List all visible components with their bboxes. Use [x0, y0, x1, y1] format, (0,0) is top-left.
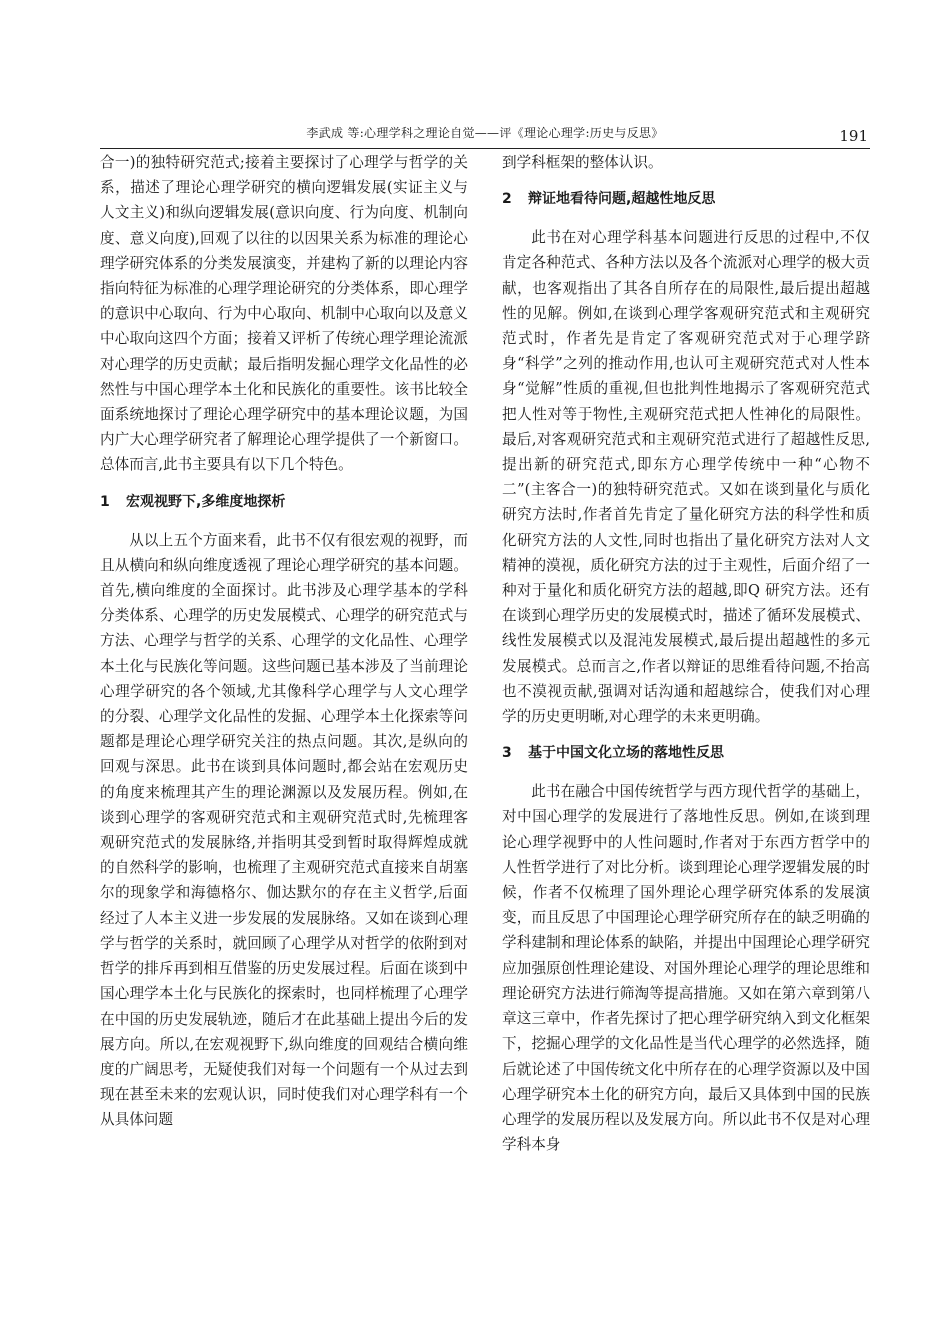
paragraph: 此书在对心理学科基本问题进行反思的过程中,不仅肯定各种范式、各种方法以及各个流派对心理学的极大贡献，也客观指出了其各自所存在的局限性,最后提出超越性的见解。例如,在谈到心理学客观研究范式和主观研究范式时，作者先是肯定了客观研究范式对于心理学跻身“科学”之列的推动作用,也认可主观研究范式对人性本身“觉解”性质的重视,但也批判性地揭示了客观研究范式把人性对等于物性,主观研究范式把人性神化的局限性。最后,对客观研究范式和主观研究范式进行了超越性反思,提出新的研究范式,即东方心理学传统中一种“心物不二”(主客合一)的独特研究范式。又如在谈到量化与质化研究方法时,作者首先肯定了量化研究方法的科学性和质化研究方法的人文性,同时也指出了量化研究方法对人文精神的漠视，质化研究方法的过于主观性，后面介绍了一种对于量化和质化研究方法的超越,即Q 研究方法。还有在谈到心理学历史的发展模式时，描述了循环发展模式、线性发展模式以及混沌发展模式,最后提出超越性的多元发展模式。总而言之,作者以辩证的思维看待问题,不抬高也不漠视贡献,强调对话沟通和超越综合，使我们对心理学的历史更明晰,对心理学的未来更明确。	[502, 229, 870, 726]
section-number: 2	[502, 191, 512, 208]
section-title: 基于中国文化立场的落地性反思	[528, 745, 724, 762]
section-heading-2	[502, 187, 870, 212]
header-rule	[100, 148, 870, 149]
paragraph: 此书在融合中国传统哲学与西方现代哲学的基础上，对中国心理学的发展进行了落地性反思。例如,在谈到理论心理学视野中的人性问题时,作者对于东西方哲学中的人性哲学进行了对比分析。谈到理论心理学逻辑发展的时候，作者不仅梳理了国外理论心理学研究体系的发展演变，而且反思了中国理论心理学研究所存在的缺乏明确的学科建制和理论体系的缺陷，并提出中国理论心理学研究应加强原创性理论建设、对国外理论心理学的理论思维和理论研究方法进行筛淘等提高措施。又如在第六章到第八章这三章中，作者先探讨了把心理学研究纳入到文化框架下，挖掘心理学的文化品性是当代心理学的必然选择，随后就论述了中国传统文化中所存在的心理学资源以及中国心理学研究本土化的研究方向，最后又具体到中国的民族心理学的发展历程以及发展方向。所以此书不仅是对心理学科本身	[502, 783, 870, 1154]
section-number: 1	[100, 493, 110, 510]
section-title: 辩证地看待问题,超越性地反思	[528, 191, 716, 208]
section-heading-1	[100, 490, 468, 515]
right-column	[502, 150, 870, 1157]
section-heading-3	[502, 741, 870, 766]
left-column	[100, 150, 468, 1133]
paragraph: 到学科框架的整体认识。	[502, 154, 663, 171]
page-number: 191	[839, 127, 868, 145]
section-number: 3	[502, 745, 512, 762]
section-title: 宏观视野下,多维度地探析	[126, 493, 286, 510]
paragraph: 合一)的独特研究范式;接着主要探讨了心理学与哲学的关系，描述了理论心理学研究的横向逻辑发展(实证主义与人文主义)和纵向逻辑发展(意识向度、行为向度、机制向度、意义向度),回观了以往的以因果关系为标准的理论心理学研究体系的分类发展演变，并建构了新的以理论内容指向特征为标准的心理学理论研究的分类体系，即心理学的意识中心取向、行为中心取向、机制中心取向以及意义中心取向这四个方面；接着又评析了传统心理学理论流派对心理学的历史贡献；最后指明发掘心理学文化品性的必然性与中国心理学本土化和民族化的重要性。该书比较全面系统地探讨了理论心理学研究中的基本理论议题，为国内广大心理学研究者了解理论心理学提供了一个新窗口。总体而言,此书主要具有以下几个特色。	[100, 154, 468, 474]
paragraph: 从以上五个方面来看，此书不仅有很宏观的视野，而且从横向和纵向维度透视了理论心理学研究的基本问题。首先,横向维度的全面探讨。此书涉及心理学基本的学科分类体系、心理学的历史发展模式、心理学的研究范式与方法、心理学与哲学的关系、心理学的文化品性、心理学本土化与民族化等问题。这些问题已基本涉及了当前理论心理学研究的各个领域,尤其像科学心理学与人文心理学的分裂、心理学文化品性的发掘、心理学本土化探索等问题都是理论心理学研究关注的热点问题。其次,是纵向的回观与深思。此书在谈到具体问题时,都会站在宏观历史的角度来梳理其产生的理论渊源以及发展历程。例如,在谈到心理学的客观研究范式和主观研究范式时,先梳理客观研究范式的发展脉络,并指明其受到暂时取得辉煌成就的自然科学的影响，也梳理了主观研究范式直接来自胡塞尔的现象学和海德格尔、伽达默尔的存在主义哲学,后面经过了人本主义进一步发展的发展脉络。又如在谈到心理学与哲学的关系时，就回顾了心理学从对哲学的依附到对哲学的排斥再到相互借鉴的历史发展过程。后面在谈到中国心理学本土化与民族化的探索时，也同样梳理了心理学在中国的历史发展轨迹，随后才在此基础上提出今后的发展方向。所以,在宏观视野下,纵向维度的回观结合横向维度的广阔思考，无疑使我们对每一个问题有一个从过去到现在甚至未来的宏观认识，同时使我们对心理学科有一个从具体问题	[100, 531, 468, 1129]
running-head: 李武成 等:心理学科之理论自觉——评《理论心理学:历史与反思》	[306, 126, 664, 140]
